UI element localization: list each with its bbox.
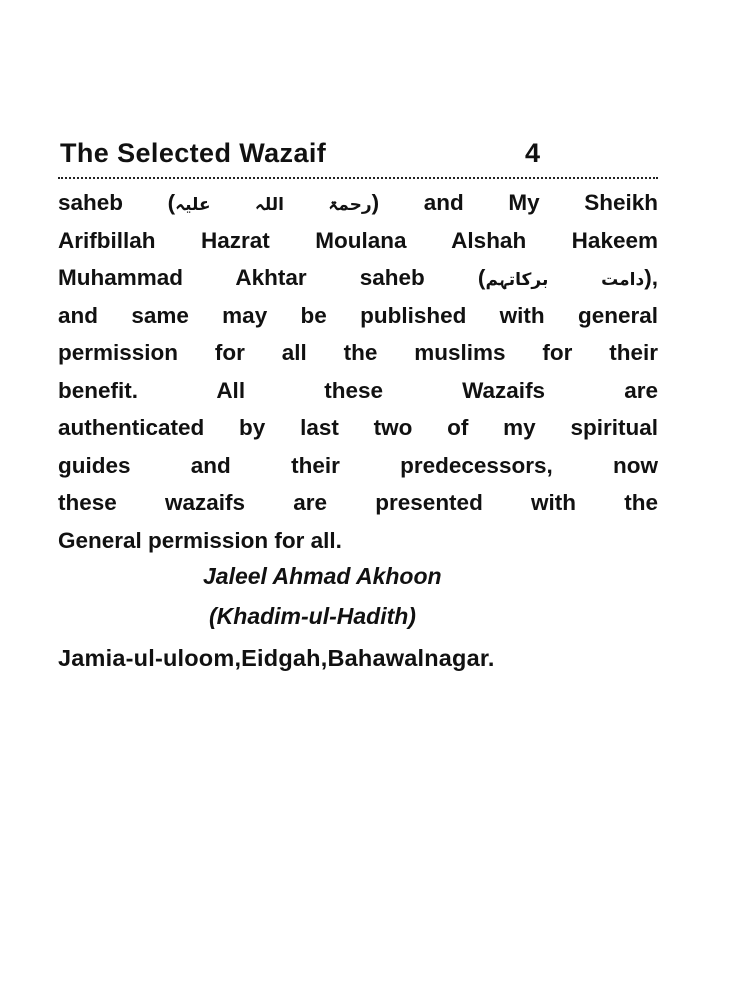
body-paragraph [58, 184, 658, 559]
text-line-6: benefit. All these Wazaifs are [58, 377, 658, 403]
text-line-4: and same may be published with general [58, 302, 658, 328]
text-line-5: permission for all the muslims for their [58, 340, 658, 365]
text-segment: Muhammad Akhtar saheb ( [58, 265, 486, 290]
text-line-9: these wazaifs are presented with the [58, 490, 658, 515]
page-number: 4 [525, 138, 541, 168]
text-segment: ), [644, 265, 658, 290]
text-segment: ) and My Sheikh [371, 190, 659, 215]
book-title: The Selected Wazaif [60, 138, 327, 168]
page-header [58, 138, 658, 178]
urdu-honorific: رحمۃ اللہ علیہ [175, 195, 372, 215]
urdu-honorific: دامت برکاتہم [485, 270, 645, 290]
text-line-8: guides and their predecessors, now [58, 452, 658, 478]
author-name: Jaleel Ahmad Akhoon [203, 563, 442, 589]
text-line-2: Arifbillah Hazrat Moulana Alshah Hakeem [58, 227, 658, 253]
text-line-3 [58, 259, 658, 297]
text-segment: saheb ( [58, 190, 176, 215]
author-title: (Khadim-ul-Hadith) [209, 603, 416, 629]
text-line-10: General permission for all. [58, 527, 342, 553]
text-line-7: authenticated by last two of my spiritual [58, 415, 658, 440]
author-place: Jamia-ul-uloom,Eidgah,Bahawalnagar. [58, 645, 495, 671]
header-divider [58, 177, 658, 179]
text-line-1 [58, 184, 658, 222]
